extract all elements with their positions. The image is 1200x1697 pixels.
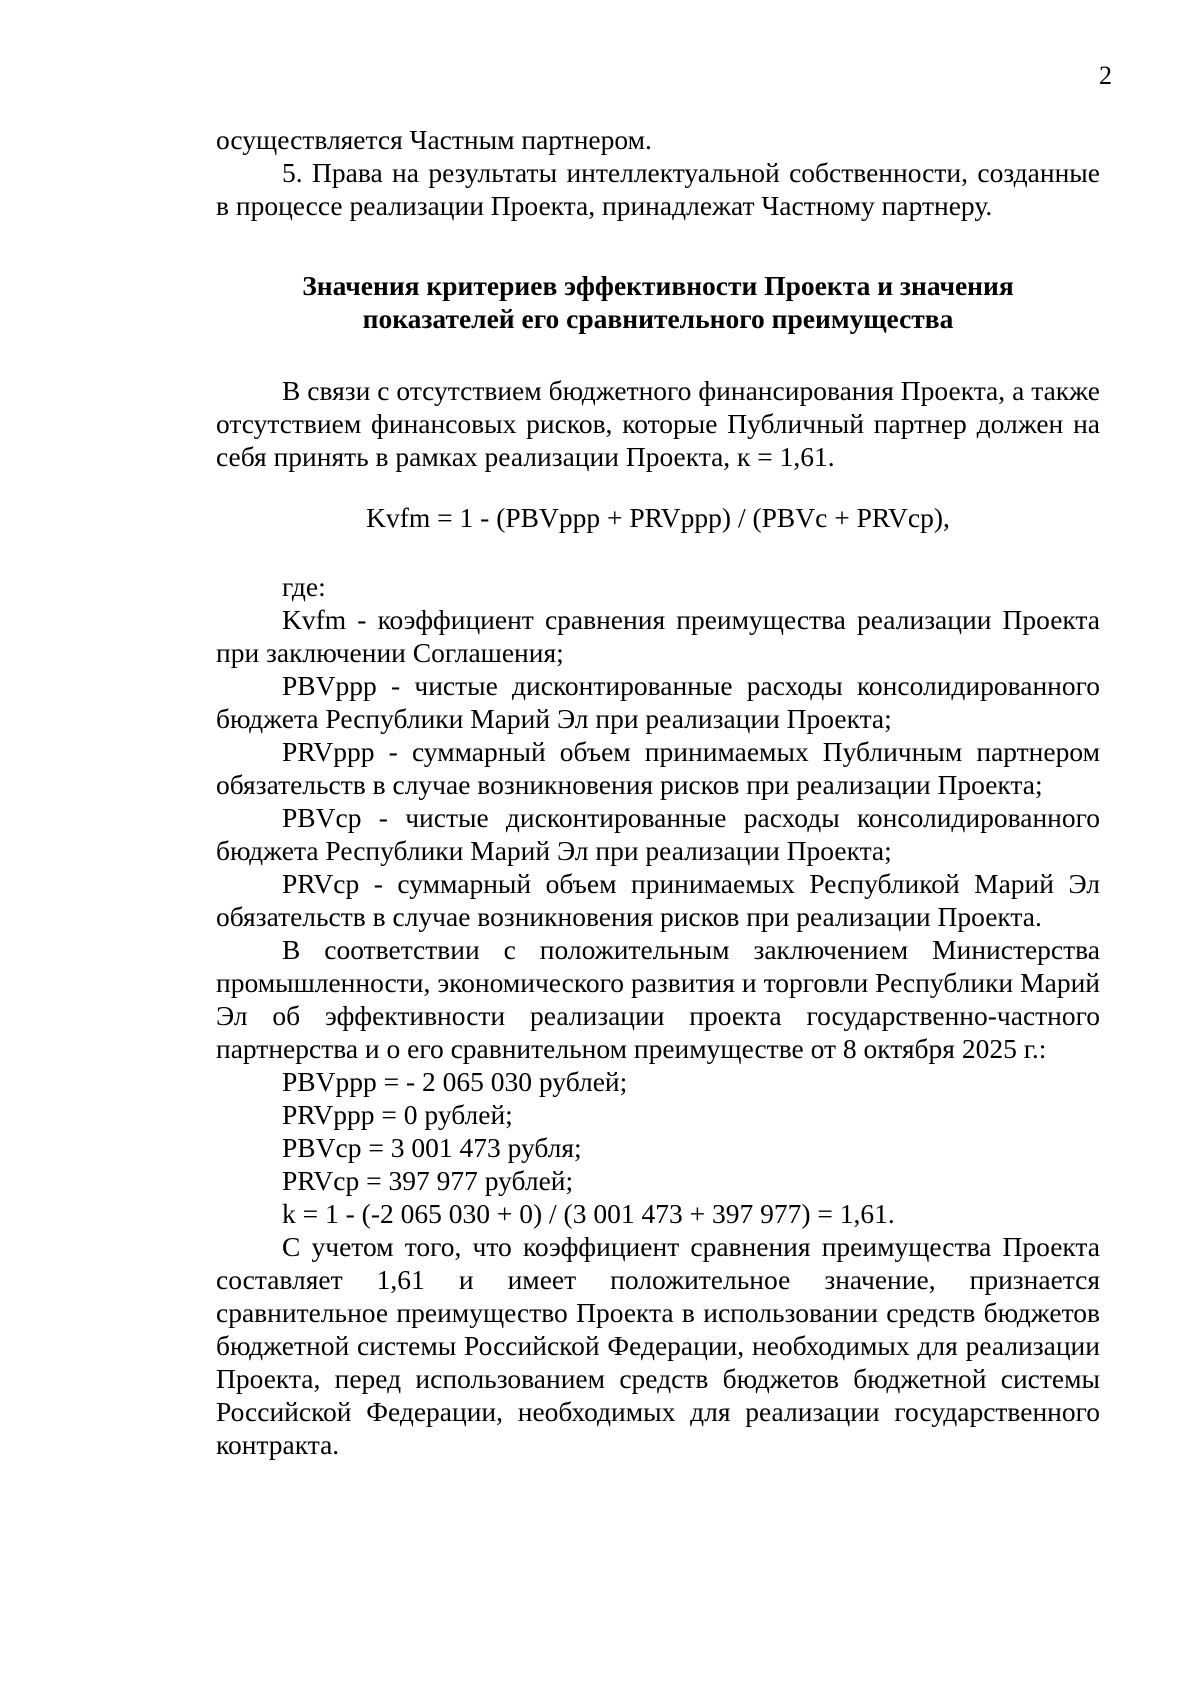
definition-pbvcp: PBVcp - чистые дисконтированные расходы консолидированного бюджета Республики Марий Эл при реализации Проекта; (216, 802, 1100, 866)
value-pbvppp: PBVppp = - 2 065 030 рублей; (282, 1066, 628, 1097)
value-k-calculation: k = 1 - (-2 065 030 + 0) / (3 001 473 + 397 977) = 1,61. (282, 1198, 895, 1229)
value-pbvcp: PBVcp = 3 001 473 рубля; (282, 1132, 582, 1163)
intro-paragraph: В связи с отсутствием бюджетного финансирования Проекта, а также отсутствием финансовых рисков, которые Публичный партнер должен на себя принять в рамках реализации Проекта, к = 1,61. (216, 375, 1100, 472)
value-prvcp: PRVcp = 397 977 рублей; (282, 1165, 574, 1196)
section-heading-line-1: Значения критериев эффективности Проекта и значения (302, 270, 1014, 301)
definition-prvppp: PRVppp - суммарный объем принимаемых Публичным партнером обязательств в случае возникновения рисков при реализации Проекта; (216, 736, 1100, 800)
conclusion-reference-paragraph: В соответствии с положительным заключением Министерства промышленности, экономического развития и торговли Республики Марий Эл об эффективности реализации проекта государственно-частного партнерства и о его сравнительном преимуществе от 8 октября 2025 г.: (216, 934, 1100, 1064)
document-body (216, 123, 1100, 1461)
continuation-text: осуществляется Частным партнером. (216, 124, 652, 155)
section-heading (216, 269, 1100, 335)
section-heading-line-2: показателей его сравнительного преимущества (362, 303, 954, 334)
item-5-paragraph: 5. Права на результаты интеллектуальной собственности, созданные в процессе реализации Проекта, принадлежат Частному партнеру. (216, 157, 1100, 221)
value-prvppp: PRVppp = 0 рублей; (282, 1099, 513, 1130)
definition-prvcp: PRVcp - суммарный объем принимаемых Республикой Марий Эл обязательств в случае возникновения рисков при реализации Проекта. (216, 868, 1100, 932)
where-label: где: (282, 571, 326, 602)
definition-kvfm: Kvfm - коэффициент сравнения преимущества реализации Проекта при заключении Соглашения; (216, 604, 1100, 668)
final-paragraph: С учетом того, что коэффициент сравнения преимущества Проекта составляет 1,61 и имеет положительное значение, признается сравнительное преимущество Проекта в использовании средств бюджетов бюджетной системы Российской Федерации, необходимых для реализации Проекта, перед использованием средств бюджетов бюджетной системы Российской Федерации, необходимых для реализации государственного контракта. (216, 1231, 1100, 1460)
definition-pbvppp: PBVppp - чистые дисконтированные расходы консолидированного бюджета Республики Марий Эл при реализации Проекта; (216, 670, 1100, 734)
kvfm-formula: Kvfm = 1 - (PBVppp + PRVppp) / (PBVc + PRVcp), (366, 502, 950, 533)
page-number: 2 (1099, 61, 1112, 90)
